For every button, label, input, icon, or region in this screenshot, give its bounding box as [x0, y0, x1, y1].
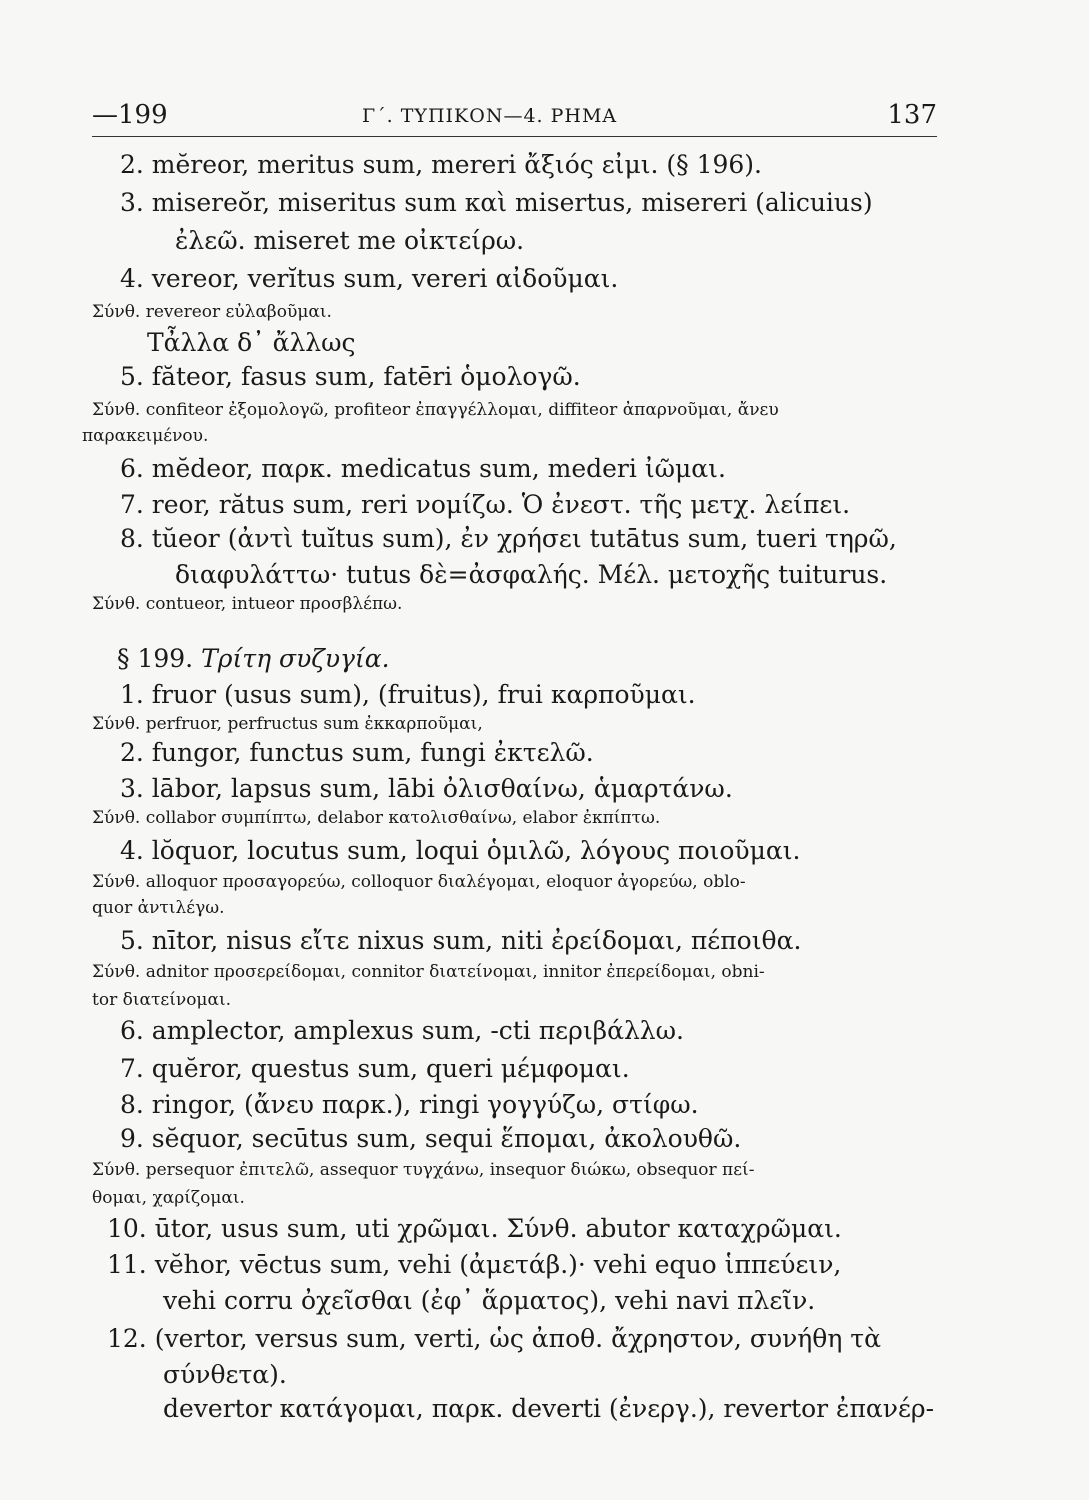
section-range: —199: [92, 100, 168, 130]
entry-line: 1. fruor (usus sum), (fruitus), frui καρποῦμαι.: [120, 680, 696, 709]
entry-line: 6. amplector, amplexus sum, -cti περιβάλλω.: [120, 1016, 684, 1045]
entry-line: 11. vĕhor, vēctus sum, vehi (ἀμετάβ.)· vehi equo ἱππεύειν,: [107, 1250, 842, 1279]
entry-line: 7. reor, rătus sum, reri νομίζω. Ὁ ἐνεστ. τῆς μετχ. λείπει.: [120, 490, 851, 519]
entry-line: 2. mĕreor, meritus sum, mereri ἄξιός εἰμι. (§ 196).: [120, 150, 763, 179]
entry-line: 8. ringor, (ἄνευ παρκ.), ringi γογγύζω, στίφω.: [120, 1090, 699, 1119]
compound-line: Σύνθ. revereor εὐλαβοῦμαι.: [92, 302, 332, 322]
compound-line: Σύνθ. perfruor, perfructus sum ἐκκαρποῦμαι,: [92, 714, 483, 734]
chapter-title: Γ΄. ΤΥΠΙΚΟΝ—4. ΡΗΜΑ: [362, 105, 618, 127]
compound-line: Σύνθ. adnitor προσερείδομαι, connitor διατείνομαι, innitor ἐπερείδομαι, obni-: [92, 962, 765, 982]
entry-line: 2. fungor, functus sum, fungi ἐκτελῶ.: [120, 738, 594, 767]
running-header: [92, 96, 937, 137]
subheading-line: Τἆλλα δ᾽ ἄλλως: [147, 328, 356, 357]
compound-line: Σύνθ. collabor συμπίπτω, delabor κατολισθαίνω, elabor ἐκπίπτω.: [92, 808, 661, 828]
compound-line: Σύνθ. persequor ἐπιτελῶ, assequor τυγχάνω, insequor διώκω, obsequor πεί-: [92, 1160, 755, 1180]
entry-line: 5. făteor, fasus sum, fatēri ὁμολογῶ.: [120, 362, 581, 391]
compound-line: quor ἀντιλέγω.: [92, 898, 225, 918]
entry-line: 5. nītor, nisus εἴτε nixus sum, niti ἐρείδομαι, πέποιθα.: [120, 926, 802, 955]
section-heading: [117, 644, 390, 673]
entry-line: 8. tŭeor (ἀντὶ tuĭtus sum), ἐν χρήσει tutātus sum, tueri τηρῶ,: [120, 524, 897, 553]
entry-line: 6. mĕdeor, παρκ. medicatus sum, mederi ἰῶμαι.: [120, 454, 726, 483]
entry-line: 12. (vertor, versus sum, verti, ὡς ἀποθ. ἄχρηστον, συνήθη τὰ: [107, 1324, 881, 1353]
section-title: Τρίτη συζυγία.: [201, 644, 390, 673]
compound-line: Σύνθ. contueor, intueor προσβλέπω.: [92, 594, 403, 614]
entry-line: ἐλεῶ. miseret me οἰκτείρω.: [175, 226, 525, 255]
entry-line: vehi corru ὀχεῖσθαι (ἐφ᾽ ἅρματος), vehi navi πλεῖν.: [163, 1286, 816, 1315]
compound-line: tor διατείνομαι.: [92, 990, 232, 1010]
entry-line: διαφυλάττω· tutus δὲ=ἀσφαλής. Μέλ. μετοχῆς tuiturus.: [175, 560, 888, 589]
entry-line: σύνθετα).: [163, 1360, 287, 1389]
section-mark: § 199.: [117, 644, 194, 673]
compound-line: Σύνθ. alloquor προσαγορεύω, colloquor διαλέγομαι, eloquor ἀγορεύω, oblo-: [92, 872, 746, 892]
entry-line: devertor κατάγομαι, παρκ. deverti (ἐνεργ.), revertor ἐπανέρ-: [163, 1394, 935, 1423]
entry-line: 9. sĕquor, secūtus sum, sequi ἕπομαι, ἀκολουθῶ.: [120, 1124, 742, 1153]
compound-line: Σύνθ. confiteor ἐξομολογῶ, profiteor ἐπαγγέλλομαι, diffiteor ἀπαρνοῦμαι, ἄνευ: [92, 400, 779, 420]
entry-line: 4. lŏquor, locutus sum, loqui ὁμιλῶ, λόγους ποιοῦμαι.: [120, 836, 801, 865]
compound-line: θομαι, χαρίζομαι.: [92, 1188, 245, 1208]
entry-line: 10. ūtor, usus sum, uti χρῶμαι. Σύνθ. abutor καταχρῶμαι.: [107, 1214, 842, 1243]
entry-line: 4. vereor, verĭtus sum, vereri αἰδοῦμαι.: [120, 264, 619, 293]
entry-line: 3. lābor, lapsus sum, lābi ὀλισθαίνω, ἁμαρτάνω.: [120, 774, 733, 803]
entry-line: 7. quĕror, questus sum, queri μέμφομαι.: [120, 1054, 630, 1083]
entry-line: 3. misereŏr, miseritus sum καὶ misertus, misereri (alicuius): [120, 188, 873, 217]
compound-line: παρακειμένου.: [82, 426, 209, 446]
page-number: 137: [887, 100, 937, 130]
